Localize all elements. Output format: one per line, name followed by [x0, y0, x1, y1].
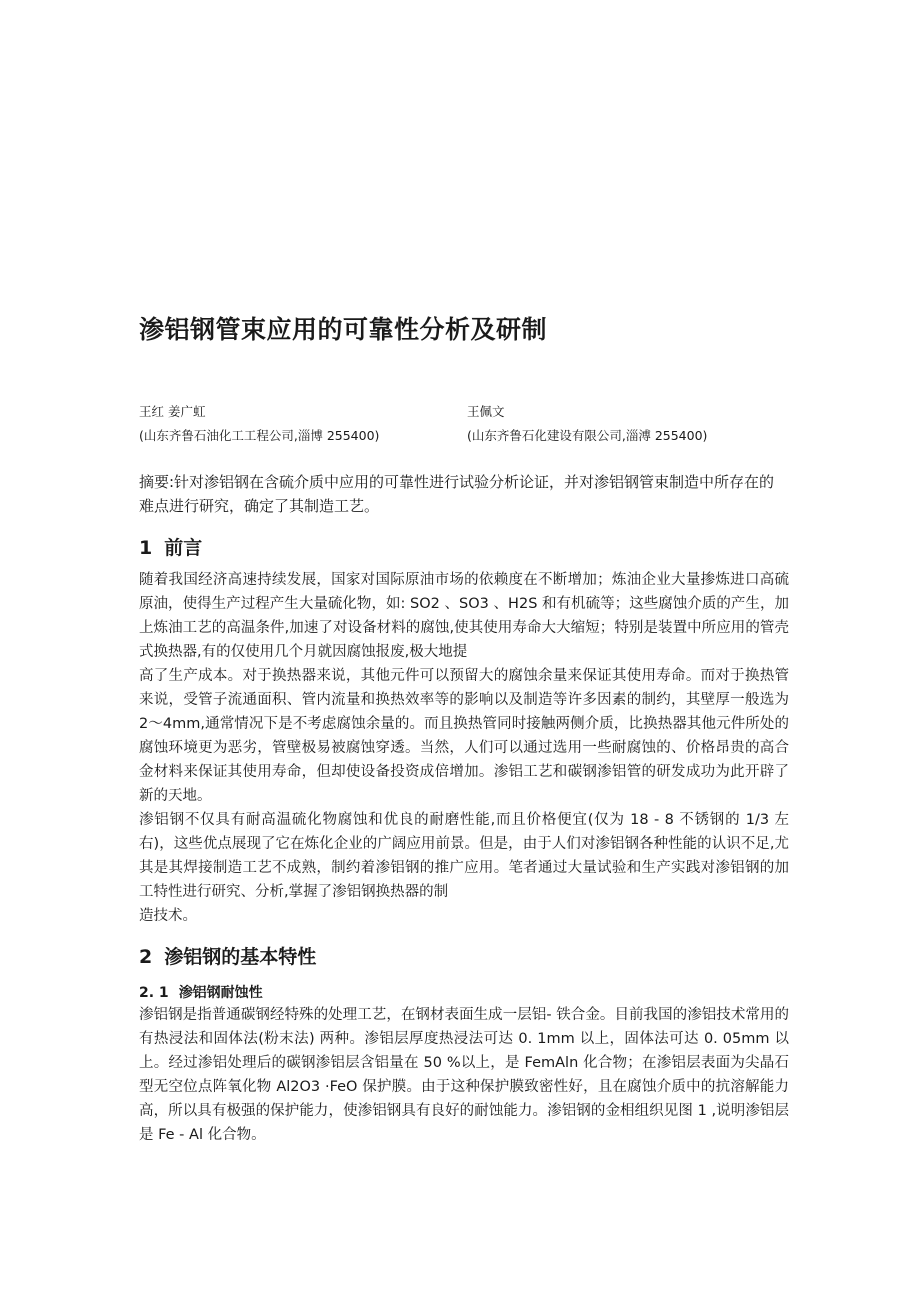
author-affiliation: (山东齐鲁石油化工工程公司,淄博 255400) — [139, 428, 380, 443]
paragraph: 渗铝钢不仅具有耐高温硫化物腐蚀和优良的耐磨性能,而且价格便宜(仅为 18 - 8 不锈钢的 1/3 左右)，这些优点展现了它在炼化企业的广阔应用前景。但是，由于人们对渗铝钢各种性能的认识不足,尤其是其焊接制造工艺不成熟，制约着渗铝钢的推广应用。笔者通过大量试验和生产实践对渗铝钢的加工特性进行研究、分析,掌握了渗铝钢换热器的制 — [139, 812, 789, 900]
author-block-1 — [139, 400, 379, 448]
paragraph: 造技术。 — [139, 908, 197, 924]
section-2-1-body — [139, 1003, 789, 1147]
section-heading-2 — [139, 942, 316, 969]
author-names: 王红 姜广虹 — [139, 404, 206, 419]
paragraph: 渗铝钢是指普通碳钢经特殊的处理工艺，在钢材表面生成一层铝- 铁合金。目前我国的渗铝技术常用的有热浸法和固体法(粉末法) 两种。渗铝层厚度热浸法可达 0. 1mm 以上，固体法可达 0. 05mm 以上。经过渗铝处理后的碳钢渗铝层含铝量在 50 %以上，是 FemAln 化合物；在渗铝层表面为尖晶石型无空位点阵氧化物 Al2O3 ·FeO 保护膜。由于这种保护膜致密性好，且在腐蚀介质中的抗溶解能力高，所以具有极强的保护能力，使渗铝钢具有良好的耐蚀能力。渗铝钢的金相组织见图 1 ,说明渗铝层是 Fe - Al 化合物。 — [139, 1007, 789, 1143]
section-title: 前言 — [164, 537, 203, 559]
author-affiliation: (山东齐鲁石化建设有限公司,淄溥 255400) — [467, 428, 708, 443]
section-number: 2 — [139, 946, 153, 968]
section-1-body — [139, 568, 789, 928]
paragraph: 随着我国经济高速持续发展，国家对国际原油市场的依赖度在不断增加；炼油企业大量掺炼进口高硫原油，使得生产过程产生大量硫化物，如: SO2 、SO3 、H2S 和有机硫等；这些腐蚀介质的产生，加上炼油工艺的高温条件,加速了对设备材料的腐蚀,使其使用寿命大大缩短；特别是装置中所应用的管壳式换热器,有的仅使用几个月就因腐蚀报废,极大地提 — [139, 572, 789, 660]
author-names: 王佩文 — [467, 404, 505, 419]
section-title: 渗铝钢的基本特性 — [164, 946, 317, 968]
section-heading-1 — [139, 533, 202, 560]
abstract: 摘要:针对渗铝钢在含硫介质中应用的可靠性进行试验分析论证，并对渗铝钢管束制造中所存在的难点进行研究，确定了其制造工艺。 — [139, 473, 775, 515]
paragraph: 高了生产成本。对于换热器来说，其他元件可以预留大的腐蚀余量来保证其使用寿命。而对于换热管来说，受管子流通面积、管内流量和换热效率等的影响以及制造等许多因素的制约，其壁厚一般选为 2～4mm,通常情况下是不考虑腐蚀余量的。而且换热管同时接触两侧介质，比换热器其他元件所处的腐蚀环境更为恶劣，管壁极易被腐蚀穿透。当然，人们可以通过选用一些耐腐蚀的、价格昂贵的高合金材料来保证其使用寿命，但却使设备投资成倍增加。渗铝工艺和碳钢渗铝管的研发成功为此开辟了新的天地。 — [139, 668, 789, 804]
section-number: 1 — [139, 537, 153, 559]
author-block-2 — [467, 400, 707, 448]
subsection-heading-2-1 — [139, 982, 263, 1002]
subsection-title: 渗铝钢耐蚀性 — [178, 985, 263, 1001]
document-title: 渗铝钢管束应用的可靠性分析及研制 — [139, 315, 548, 344]
subsection-number: 2. 1 — [139, 985, 169, 1001]
